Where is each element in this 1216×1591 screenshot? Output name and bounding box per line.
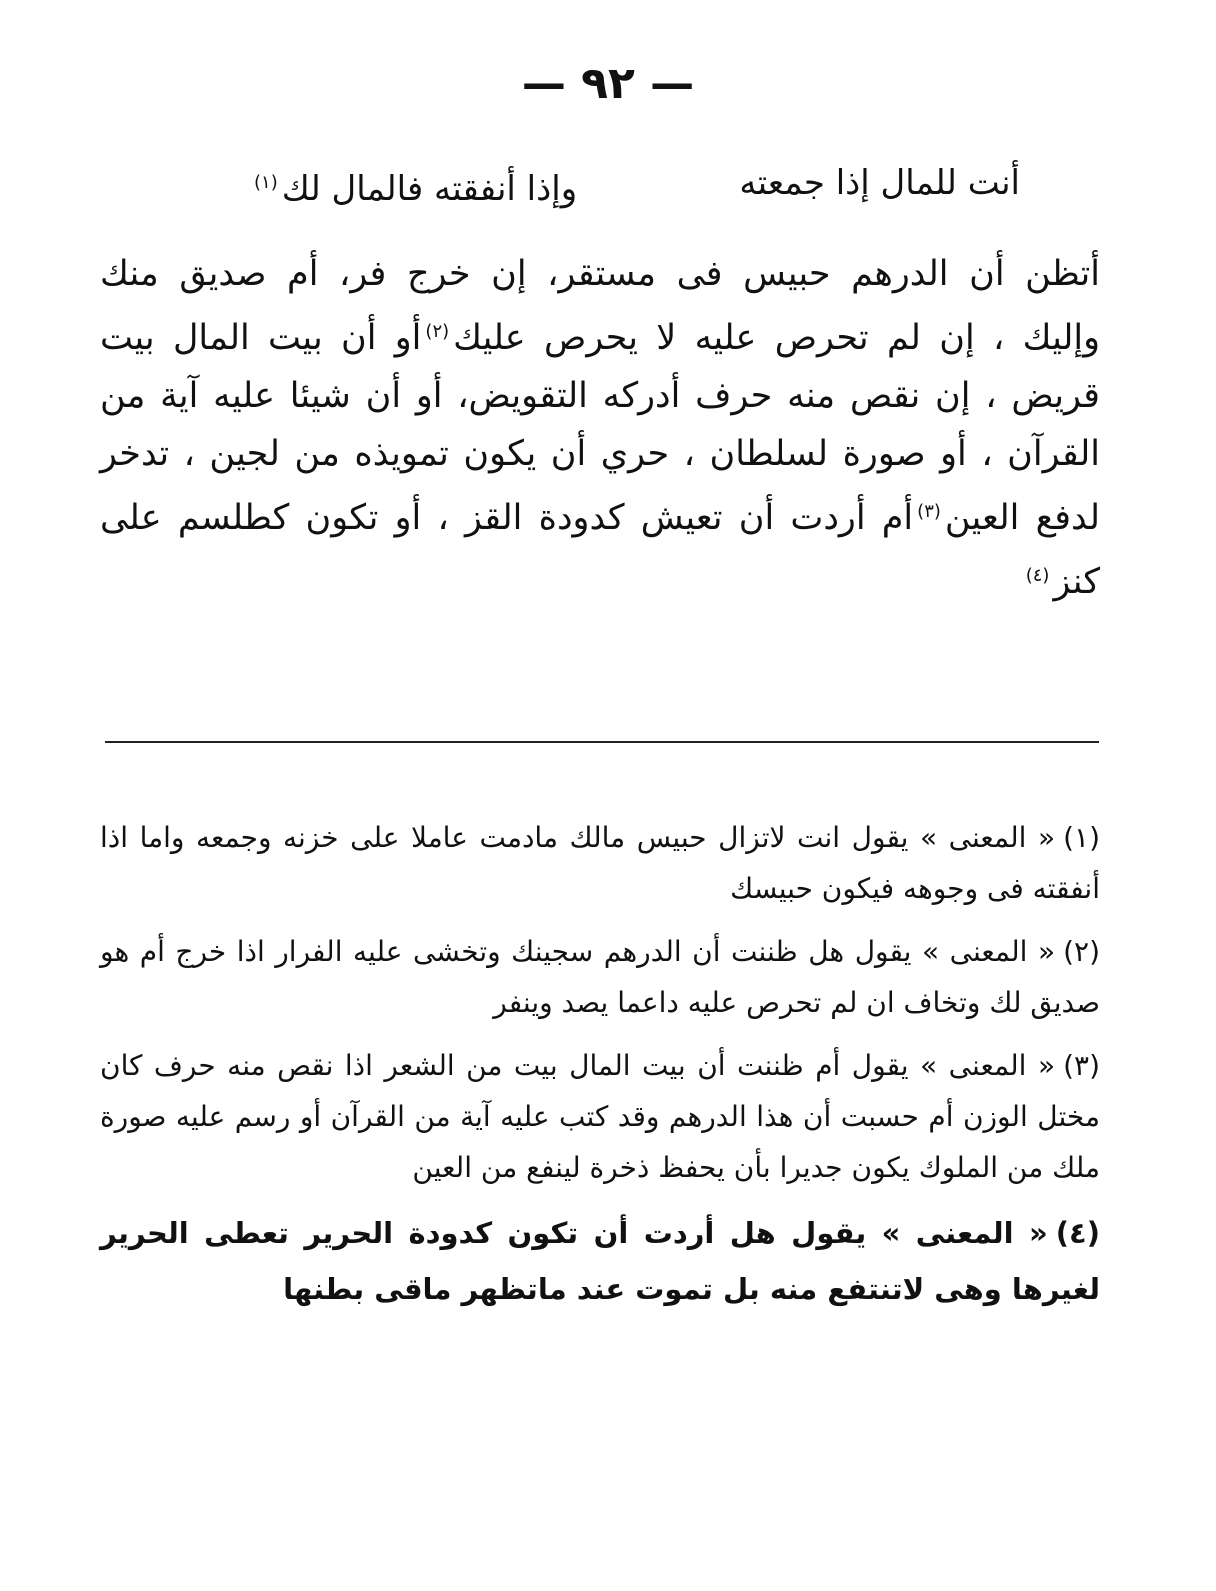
verse-second-hemistich (250, 158, 577, 214)
footnote-separator-rule (105, 741, 1099, 743)
footnotes-section (100, 812, 1100, 1329)
main-text-part-1: أتظن أن الدرهم حبيس فى مستقر، إن خرج فر، أم صديق منك وإليك ، إن لم تحرص عليه لا يحرص عليك (100, 254, 1100, 358)
verse-first-hemistich: أنت للمال إذا جمعته (739, 163, 1020, 203)
footnote-reference-3: (٣) (917, 501, 941, 522)
footnote-4 (100, 1205, 1100, 1317)
footnote-number: (٤) (1055, 1216, 1100, 1250)
footnote-text: « المعنى » يقول هل أردت أن تكون كدودة الحرير تعطى الحرير لغيرها وهى لاتنتفع منه بل تموت عند ماتظهر ماقى بطنها (100, 1216, 1100, 1306)
footnote-reference-4: (٤) (1025, 565, 1050, 586)
main-text-part-3: أم أردت أن تعيش كدودة القز ، أو تكون كطلسم على كنز (100, 498, 1100, 602)
footnote-reference-1: (١) (254, 172, 278, 193)
footnote-2 (100, 926, 1100, 1028)
verse-second-hemistich-text: وإذا أنفقته فالمال لك (281, 169, 578, 209)
footnote-number: (١) (1063, 821, 1100, 854)
footnote-3 (100, 1040, 1100, 1193)
footnote-text: « المعنى » يقول هل ظننت أن الدرهم سجينك وتخشى عليه الفرار اذا خرج أم هو صديق لك وتخاف ان لم تحرص عليه داعما يصد وينفر (100, 935, 1100, 1019)
main-text-part-2: أو أن بيت المال بيت قريض ، إن نقص منه حرف أدركه التقويض، أو أن شيئا عليه آية من القرآن ، أو صورة لسلطان ، حري أن يكون تمويذه من لجين ، تدخر لدفع العين (100, 318, 1100, 538)
footnote-text: « المعنى » يقول انت لاتزال حبيس مالك مادمت عاملا على خزنه وجمعه واما اذا أنفقته فى وجوهه فيكون حبيسك (100, 821, 1100, 905)
main-paragraph-body (100, 245, 1100, 611)
poetry-verse (250, 158, 1020, 214)
footnote-text: « المعنى » يقول أم ظننت أن بيت المال بيت من الشعر اذا نقص منه حرف كان مختل الوزن أم حسبت أن هذا الدرهم وقد كتب عليه آية من القرآن أو رسم عليه صورة ملك من الملوك يكون جديرا بأن يحفظ ذخرة لينفع من العين (100, 1049, 1100, 1184)
footnote-number: (٢) (1063, 935, 1100, 968)
page-number: — ٩٢ — (521, 58, 695, 109)
footnote-number: (٣) (1063, 1049, 1100, 1082)
footnote-reference-2: (٢) (425, 321, 450, 342)
main-paragraph (100, 245, 1100, 611)
footnote-1 (100, 812, 1100, 914)
